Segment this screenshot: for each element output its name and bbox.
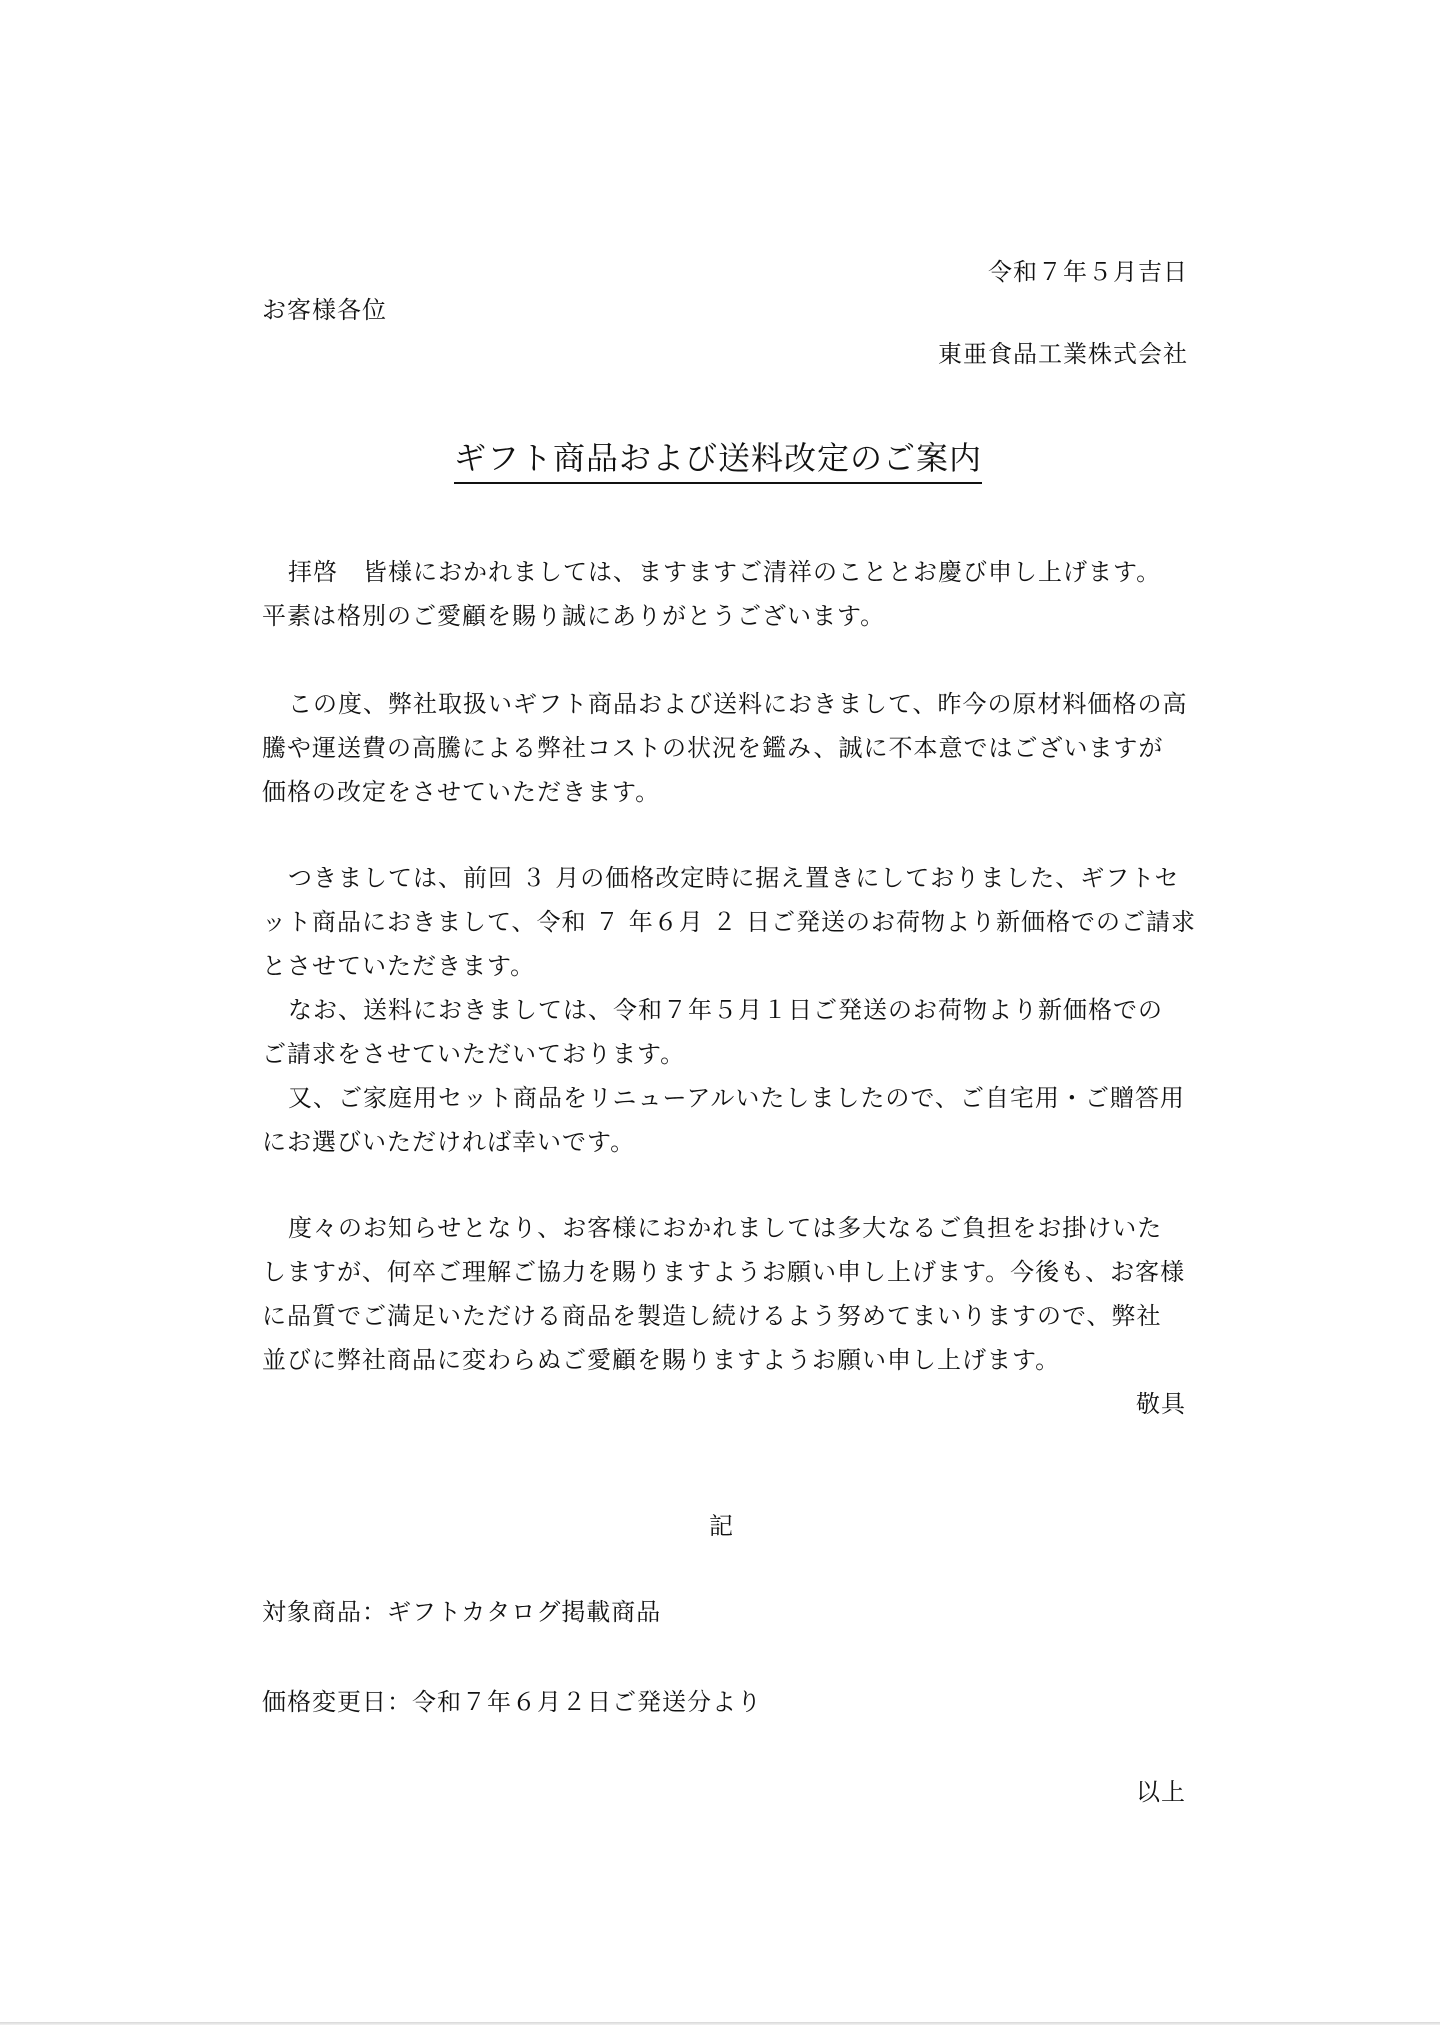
paragraph-1-line-2: 平素は格別のご愛顧を賜り誠にありがとうございます。 — [262, 602, 886, 630]
paragraph-3-line-5: ご請求をさせていただいております。 — [262, 1040, 686, 1068]
letter-date: 令和７年５月吉日 — [988, 258, 1188, 286]
ki-heading: 記 — [709, 1512, 734, 1540]
paragraph-3-line-6: 又、ご家庭用セット商品をリニューアルいたしましたので、ご自宅用・ご贈答用 — [288, 1084, 1185, 1112]
paragraph-3-line-3: とさせていただきます。 — [262, 952, 536, 980]
paragraph-2-line-3: 価格の改定をさせていただきます。 — [262, 778, 661, 806]
scan-edge — [0, 2022, 1440, 2025]
target-products: 対象商品：ギフトカタログ掲載商品 — [262, 1598, 662, 1626]
paragraph-3-line-2: ット商品におきまして、令和 ７ 年６月 ２ 日ご発送のお荷物より新価格でのご請求 — [262, 908, 1197, 936]
paragraph-2-line-1: この度、弊社取扱いギフト商品および送料におきまして、昨今の原材料価格の高 — [288, 690, 1188, 718]
paragraph-4-line-1: 度々のお知らせとなり、お客様におかれましては多大なるご負担をお掛けいた — [288, 1214, 1163, 1242]
paragraph-3-line-1: つきましては、前回 ３ 月の価格改定時に据え置きにしておりました、ギフトセ — [288, 864, 1180, 892]
addressee: お客様各位 — [262, 296, 387, 324]
paragraph-3-line-7: にお選びいただければ幸いです。 — [262, 1128, 636, 1156]
paragraph-3-line-4: なお、送料におきましては、令和７年５月１日ご発送のお荷物より新価格での — [288, 996, 1163, 1024]
company-name: 東亜食品工業株式会社 — [938, 340, 1188, 368]
paragraph-1-line-1: 拝啓 皆様におかれましては、ますますご清祥のこととお慶び申し上げます。 — [288, 558, 1162, 586]
paragraph-4-line-2: しますが、何卒ご理解ご協力を賜りますようお願い申し上げます。今後も、お客様 — [262, 1258, 1186, 1286]
paragraph-2-line-2: 騰や運送費の高騰による弊社コストの状況を鑑み、誠に不本意ではございますが — [262, 734, 1164, 762]
closing-keigu: 敬具 — [1136, 1390, 1186, 1418]
paragraph-4-line-4: 並びに弊社商品に変わらぬご愛顧を賜りますようお願い申し上げます。 — [262, 1346, 1061, 1374]
paragraph-4-line-3: に品質でご満足いただける商品を製造し続けるよう努めてまいりますので、弊社 — [262, 1302, 1162, 1330]
price-change-date: 価格変更日：令和７年６月２日ご発送分より — [262, 1688, 762, 1716]
document-title: ギフト商品および送料改定のご案内 — [454, 434, 982, 484]
closing-ijou: 以上 — [1136, 1778, 1186, 1806]
